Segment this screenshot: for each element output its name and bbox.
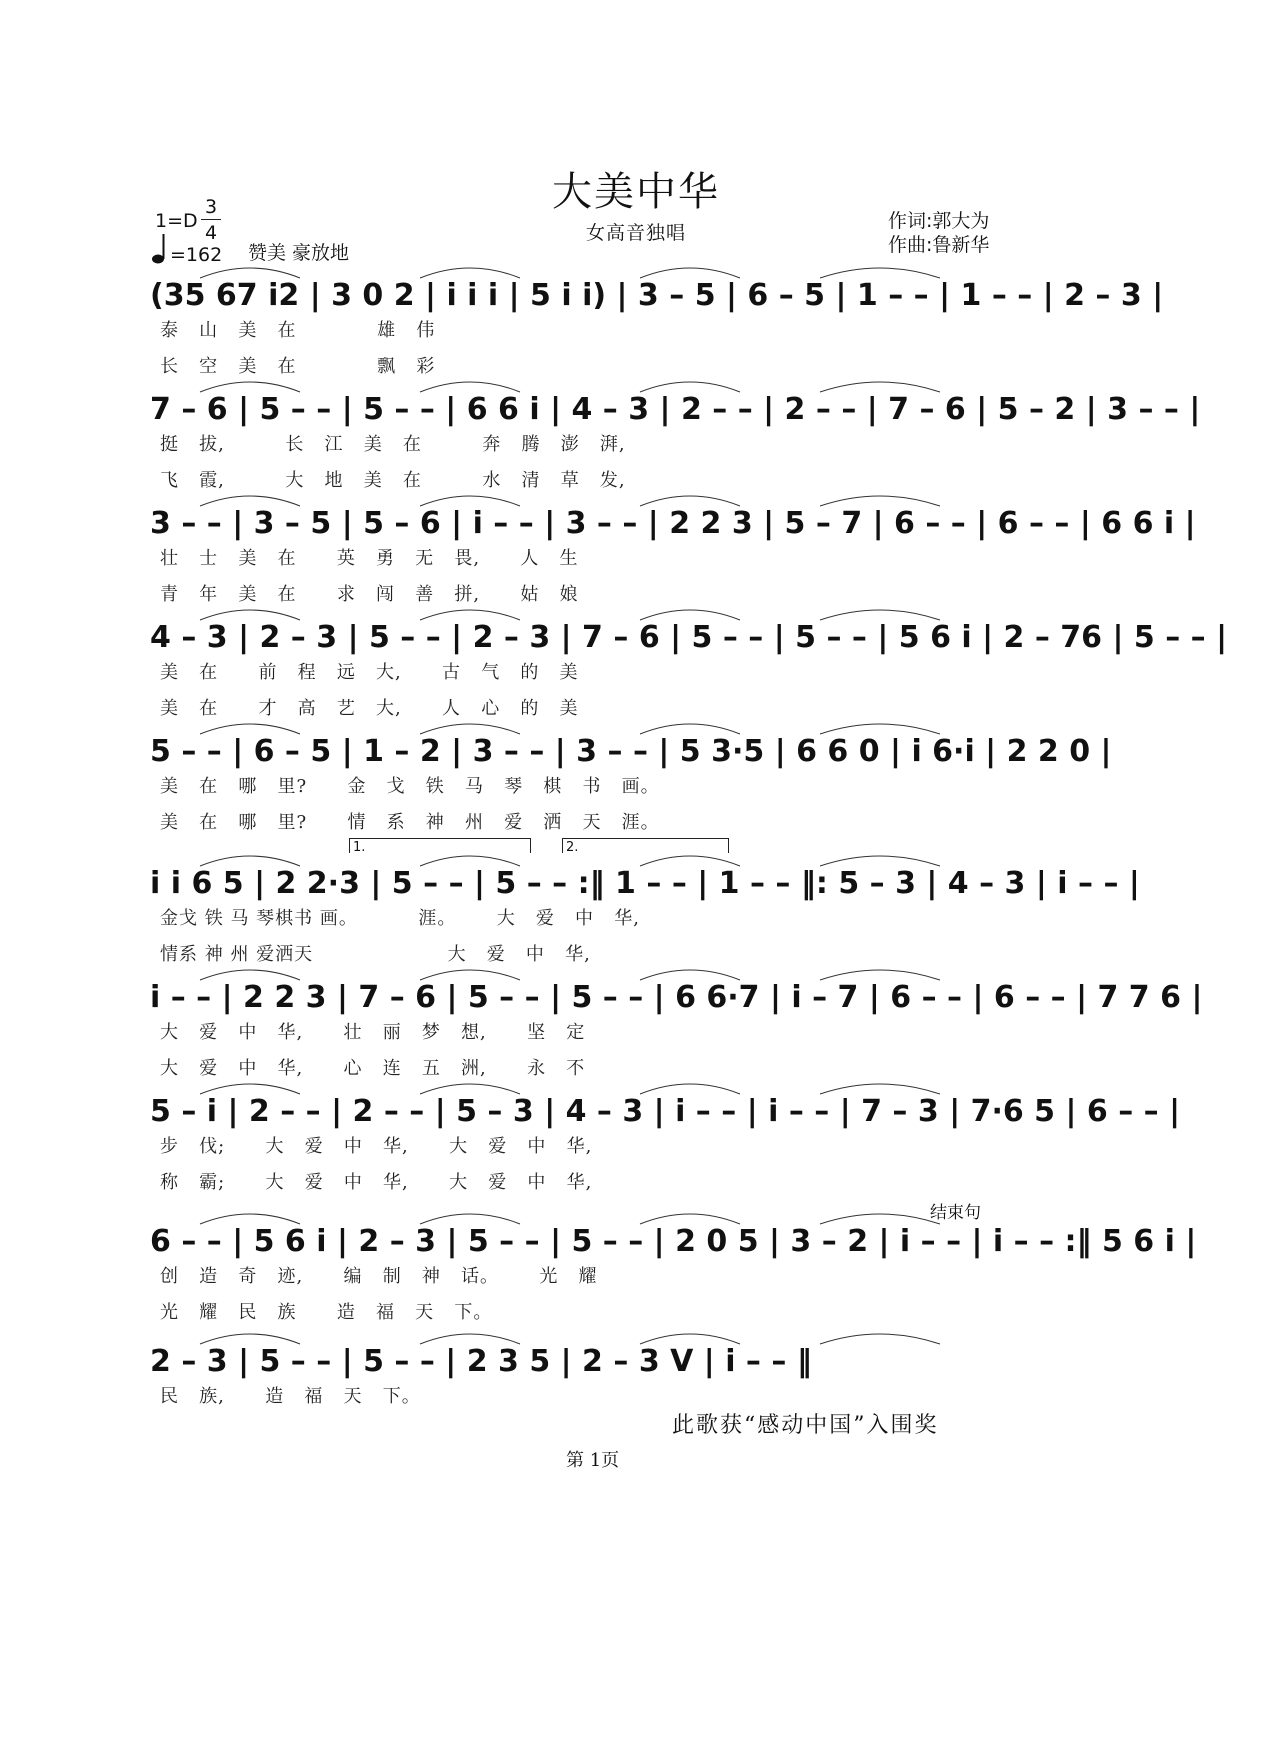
song-subtitle: 女高音独唱 — [585, 222, 686, 244]
quarter-note-icon — [150, 232, 172, 266]
lyric-verse-2: 大 爱 中 华, 心 连 五 洲, 永 不 — [160, 1058, 586, 1079]
notation-line: i i 6 5 | 2 2·3 | 5 – – | 5 – – :‖ 1 – – | 1 – – ‖: 5 – 3 | 4 – 3 | i – – | — [150, 866, 1140, 901]
notation-line: 5 – i | 2 – – | 2 – – | 5 – 3 | 4 – 3 | i – – | i – – | 7 – 3 | 7·6 5 | 6 – – | — [150, 1094, 1181, 1129]
song-title: 大美中华 — [552, 169, 720, 215]
lyric-verse-1: 步 伐; 大 爱 中 华, 大 爱 中 华, — [160, 1136, 593, 1157]
lyric-verse-2: 长 空 美 在 飘 彩 — [160, 356, 436, 377]
notation-line: 5 – – | 6 – 5 | 1 – 2 | 3 – – | 3 – – | 5 3·5 | 6 6 0 | i 6·i | 2 2 0 | — [150, 734, 1112, 769]
ending-phrase-label: 结束句 — [930, 1203, 981, 1223]
notation-line: (35 67 i2 | 3 0 2 | i i i | 5 i i) | 3 – 5 | 6 – 5 | 1 – – | 1 – – | 2 – 3 | — [150, 278, 1164, 313]
expression-marking: 赞美 豪放地 — [248, 242, 350, 264]
lyric-verse-1: 美 在 前 程 远 大, 古 气 的 美 — [160, 662, 579, 683]
lyric-verse-1: 创 造 奇 迹, 编 制 神 话。 光 耀 — [160, 1266, 598, 1287]
lyric-verse-1: 民 族, 造 福 天 下。 — [160, 1386, 421, 1407]
lyric-verse-2: 美 在 哪 里? 情 系 神 州 爱 洒 天 涯。 — [160, 812, 660, 833]
lyric-verse-2: 美 在 才 高 艺 大, 人 心 的 美 — [160, 698, 579, 719]
lyric-verse-2: 情系 神 州 爱洒天 大 爱 中 华, — [160, 944, 591, 965]
volta-label-2: 2. — [566, 840, 579, 855]
notation-line: i – – | 2 2 3 | 7 – 6 | 5 – – | 5 – – | 6 6·7 | i – 7 | 6 – – | 6 – – | 7 7 6 | — [150, 980, 1203, 1015]
award-note: 此歌获“感动中国”入围奖 — [672, 1413, 939, 1438]
tempo-marking: =162 — [170, 244, 223, 266]
lyric-verse-2: 飞 霞, 大 地 美 在 水 清 草 发, — [160, 470, 626, 491]
lyricist-credit: 作词:郭大为 — [888, 210, 990, 232]
lyric-verse-1: 美 在 哪 里? 金 戈 铁 马 琴 棋 书 画。 — [160, 776, 660, 797]
key-signature: 1=D — [155, 210, 198, 232]
lyric-verse-2: 青 年 美 在 求 闯 善 拼, 姑 娘 — [160, 584, 579, 605]
notation-line: 4 – 3 | 2 – 3 | 5 – – | 2 – 3 | 7 – 6 | 5 – – | 5 – – | 5 6 i | 2 – 76 | 5 – – | — [150, 620, 1228, 655]
page-number: 第 1页 — [566, 1450, 620, 1471]
time-signature-bar — [201, 219, 221, 220]
notation-line: 6 – – | 5 6 i | 2 – 3 | 5 – – | 5 – – | 2 0 5 | 3 – 2 | i – – | i – – :‖ 5 6 i | — [150, 1224, 1197, 1259]
notation-line: 7 – 6 | 5 – – | 5 – – | 6 6 i | 4 – 3 | 2 – – | 2 – – | 7 – 6 | 5 – 2 | 3 – – | — [150, 392, 1201, 427]
notation-line: 2 – 3 | 5 – – | 5 – – | 2 3 5 | 2 – 3 V | i – – ‖ — [150, 1344, 812, 1379]
notation-line: 3 – – | 3 – 5 | 5 – 6 | i – – | 3 – – | 2 2 3 | 5 – 7 | 6 – – | 6 – – | 6 6 i | — [150, 506, 1196, 541]
lyric-verse-1: 壮 士 美 在 英 勇 无 畏, 人 生 — [160, 548, 579, 569]
lyric-verse-1: 泰 山 美 在 雄 伟 — [160, 320, 436, 341]
lyric-verse-1: 挺 拔, 长 江 美 在 奔 腾 澎 湃, — [160, 434, 626, 455]
volta-bracket-2 — [562, 838, 729, 853]
lyric-verse-2: 称 霸; 大 爱 中 华, 大 爱 中 华, — [160, 1172, 593, 1193]
volta-label-1: 1. — [353, 840, 366, 855]
composer-credit: 作曲:鲁新华 — [888, 234, 990, 256]
volta-bracket-1 — [349, 838, 531, 853]
time-signature-top: 3 — [204, 196, 218, 218]
lyric-verse-2: 光 耀 民 族 造 福 天 下。 — [160, 1302, 493, 1323]
lyric-verse-1: 金戈 铁 马 琴棋书 画。 涯。 大 爱 中 华, — [160, 908, 640, 929]
lyric-verse-1: 大 爱 中 华, 壮 丽 梦 想, 坚 定 — [160, 1022, 586, 1043]
time-signature-bottom: 4 — [204, 222, 218, 244]
